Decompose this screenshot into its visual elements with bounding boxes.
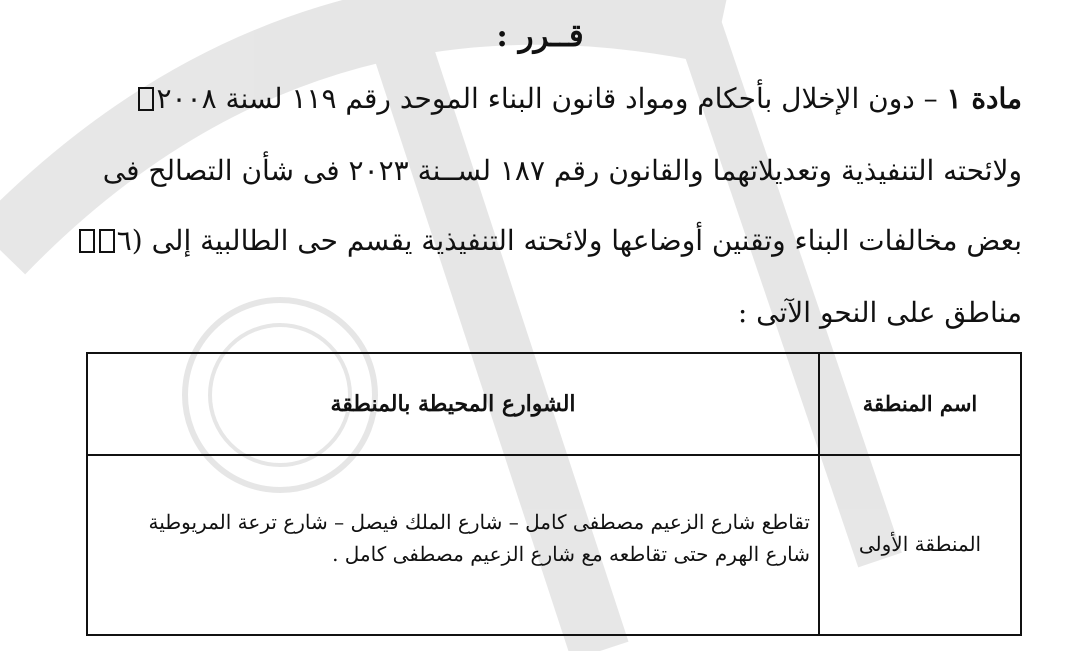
article-label: مادة ١ <box>946 82 1022 115</box>
zones-table <box>86 352 1022 636</box>
decree-heading: قــرر : <box>496 18 584 54</box>
table-row-zone-name: المنطقة الأولى <box>858 532 982 556</box>
article-line-4: مناطق على النحو الآتى : <box>737 296 1022 329</box>
article-text-1: – دون الإخلال بأحكام ومواد قانون البناء الموحد رقم ١١٩ لسنة ٢٠٠٨ <box>156 82 947 115</box>
article-line-1 <box>70 80 1022 118</box>
article-line-3 <box>70 222 1022 260</box>
header-surrounding-streets: الشوارع المحيطة بالمنطقة <box>330 391 576 417</box>
missing-glyph-box <box>138 87 154 111</box>
header-zone-name: اسم المنطقة <box>862 391 978 416</box>
table-row-streets <box>96 454 810 634</box>
article-text-3: بعض مخالفات البناء وتقنين أوضاعها ولائحته التنفيذية يقسم حى الطالبية إلى (٦ <box>116 224 1022 257</box>
streets-line-1: تقاطع شارع الزعيم مصطفى كامل – شارع الملك فيصل – شارع ترعة المريوطية <box>148 510 810 534</box>
missing-glyph-box <box>99 229 115 253</box>
streets-line-2: شارع الهرم حتى تقاطعه مع شارع الزعيم مصطفى كامل . <box>332 542 810 566</box>
article-line-2: ولائحته التنفيذية وتعديلاتهما والقانون رقم ١٨٧ لســنة ٢٠٢٣ فى شأن التصالح فى <box>102 154 1022 187</box>
missing-glyph-box <box>79 229 95 253</box>
